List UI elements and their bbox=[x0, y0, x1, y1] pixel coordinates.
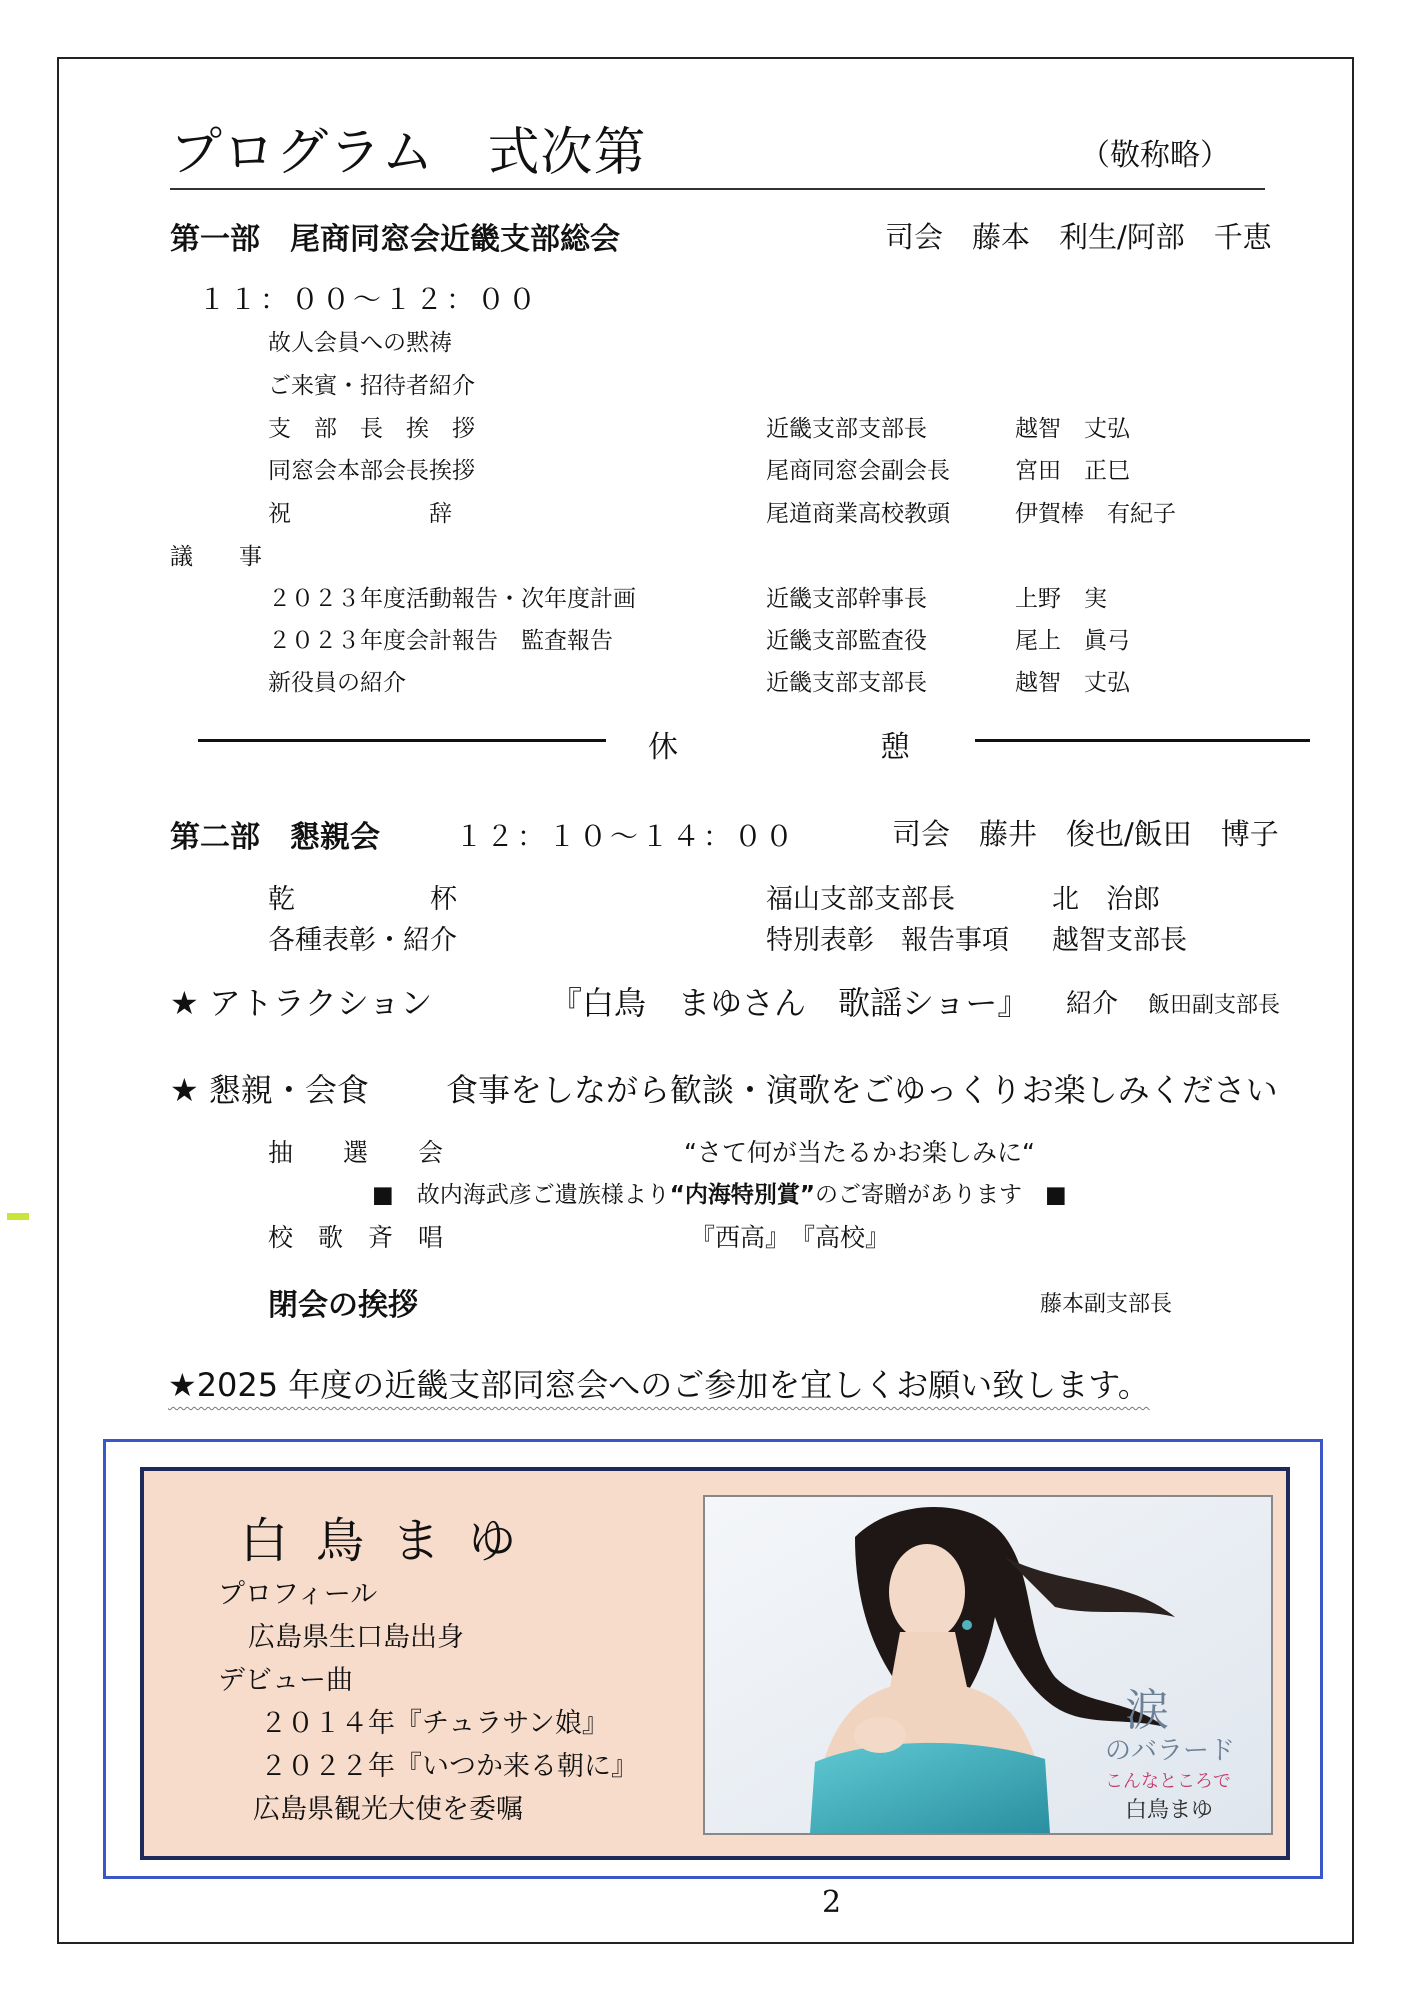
album-cover-photo bbox=[703, 1495, 1273, 1835]
part1-time: １１：００～１２：００ bbox=[198, 283, 540, 316]
item-role: 尾道商業高校教頭 bbox=[766, 501, 950, 527]
item-label: 各種表彰・紹介 bbox=[268, 925, 457, 956]
footer-note: ★2025 年度の近畿支部同窓会へのご参加を宜しくお願い致します。 bbox=[168, 1366, 1150, 1404]
item-role: 特別表彰 報告事項 bbox=[766, 925, 1009, 956]
break-text-left: 休 bbox=[648, 730, 678, 765]
song-titles: 『西高』 『高校』 bbox=[690, 1223, 891, 1252]
cover-title-big: 涙 bbox=[1125, 1685, 1169, 1736]
profile-line: ２０１４年『チュラサン娘』 bbox=[260, 1708, 609, 1739]
profile-line: プロフィール bbox=[218, 1579, 378, 1610]
agenda-item: 新役員の紹介 bbox=[268, 670, 406, 696]
agenda-person: 越智 丈弘 bbox=[1015, 670, 1130, 696]
page-number: 2 bbox=[822, 1885, 842, 1920]
artist-name: 白鳥まゆ bbox=[240, 1513, 545, 1569]
item-role: 福山支部支部長 bbox=[766, 884, 955, 915]
gift-name: “内海特別賞” bbox=[669, 1182, 815, 1208]
lottery-text: “さて何が当たるかお楽しみに“ bbox=[684, 1138, 1035, 1167]
album-cover-illustration bbox=[705, 1497, 1271, 1833]
honorific-note: （敬称略） bbox=[1080, 138, 1230, 173]
item-label: 乾 杯 bbox=[268, 884, 457, 915]
item-label: 祝 辞 bbox=[268, 501, 452, 527]
gift-suffix: のご寄贈があります ■ bbox=[814, 1182, 1067, 1208]
agenda-label: 議 事 bbox=[170, 544, 262, 570]
cover-subtitle: こんなところで bbox=[1105, 1771, 1231, 1792]
break-text-right: 憩 bbox=[880, 730, 910, 765]
cover-title-small: のバラード bbox=[1105, 1736, 1236, 1766]
attraction-introducer: 飯田副支部長 bbox=[1148, 993, 1281, 1018]
item-person: 越智支部長 bbox=[1052, 925, 1187, 956]
agenda-item: ２０２３年度活動報告・次年度計画 bbox=[268, 586, 636, 612]
page-title: プログラム 式次第 bbox=[170, 123, 647, 183]
item-person: 宮田 正巳 bbox=[1015, 458, 1130, 484]
lottery-label: 抽 選 会 bbox=[268, 1138, 444, 1167]
item-label: 同窓会本部会長挨拶 bbox=[268, 458, 475, 484]
profile-line: 広島県生口島出身 bbox=[248, 1622, 464, 1653]
song-label: 校 歌 斉 唱 bbox=[268, 1223, 444, 1252]
item-label: 支 部 長 挨 拶 bbox=[268, 416, 475, 442]
break-rule-left bbox=[198, 739, 606, 742]
part1-heading: 第一部 尾商同窓会近畿支部総会 bbox=[170, 222, 620, 257]
meal-label: ★ 懇親・会食 bbox=[170, 1071, 369, 1109]
item-label: 故人会員への黙祷 bbox=[268, 330, 452, 356]
attraction-label: ★ アトラクション bbox=[170, 984, 433, 1022]
gift-prefix: ■ 故内海武彦ご遺族様より bbox=[372, 1182, 670, 1208]
meal-text: 食事をしながら歓談・演歌をごゆっくりお楽しみください bbox=[446, 1071, 1278, 1109]
profile-line: ２０２２年『いつか来る朝に』 bbox=[260, 1751, 638, 1782]
item-person: 北 治郎 bbox=[1052, 884, 1160, 915]
agenda-role: 近畿支部監査役 bbox=[766, 628, 927, 654]
agenda-item: ２０２３年度会計報告 監査報告 bbox=[268, 628, 613, 654]
attraction-show: 『白鳥 まゆさん 歌謡ショー』 bbox=[550, 984, 1030, 1022]
margin-marker bbox=[7, 1213, 29, 1220]
break-rule-right bbox=[975, 739, 1310, 742]
attraction-intro: 紹介 bbox=[1066, 989, 1119, 1019]
part2-mc: 司会 藤井 俊也/飯田 博子 bbox=[892, 817, 1279, 851]
part1-mc: 司会 藤本 利生/阿部 千恵 bbox=[885, 220, 1272, 254]
gift-note bbox=[372, 1176, 1067, 1209]
profile-line: デビュー曲 bbox=[218, 1665, 353, 1696]
closing-name: 藤本副支部長 bbox=[1040, 1292, 1173, 1317]
cover-artist: 白鳥まゆ bbox=[1125, 1798, 1214, 1823]
title-rule bbox=[170, 188, 1265, 190]
item-role: 近畿支部支部長 bbox=[766, 416, 927, 442]
item-person: 伊賀棒 有紀子 bbox=[1015, 501, 1176, 527]
agenda-person: 尾上 眞弓 bbox=[1015, 628, 1130, 654]
agenda-role: 近畿支部幹事長 bbox=[766, 586, 927, 612]
item-person: 越智 丈弘 bbox=[1015, 416, 1130, 442]
closing-label: 閉会の挨拶 bbox=[268, 1288, 418, 1323]
agenda-role: 近畿支部支部長 bbox=[766, 670, 927, 696]
agenda-person: 上野 実 bbox=[1015, 586, 1107, 612]
item-label: ご来賓・招待者紹介 bbox=[268, 373, 475, 399]
profile-line: 広島県観光大使を委嘱 bbox=[253, 1794, 523, 1825]
part2-heading: 第二部 懇親会 bbox=[170, 820, 380, 855]
part2-time: １２：１０～１４：００ bbox=[455, 820, 797, 853]
item-role: 尾商同窓会副会長 bbox=[766, 458, 950, 484]
